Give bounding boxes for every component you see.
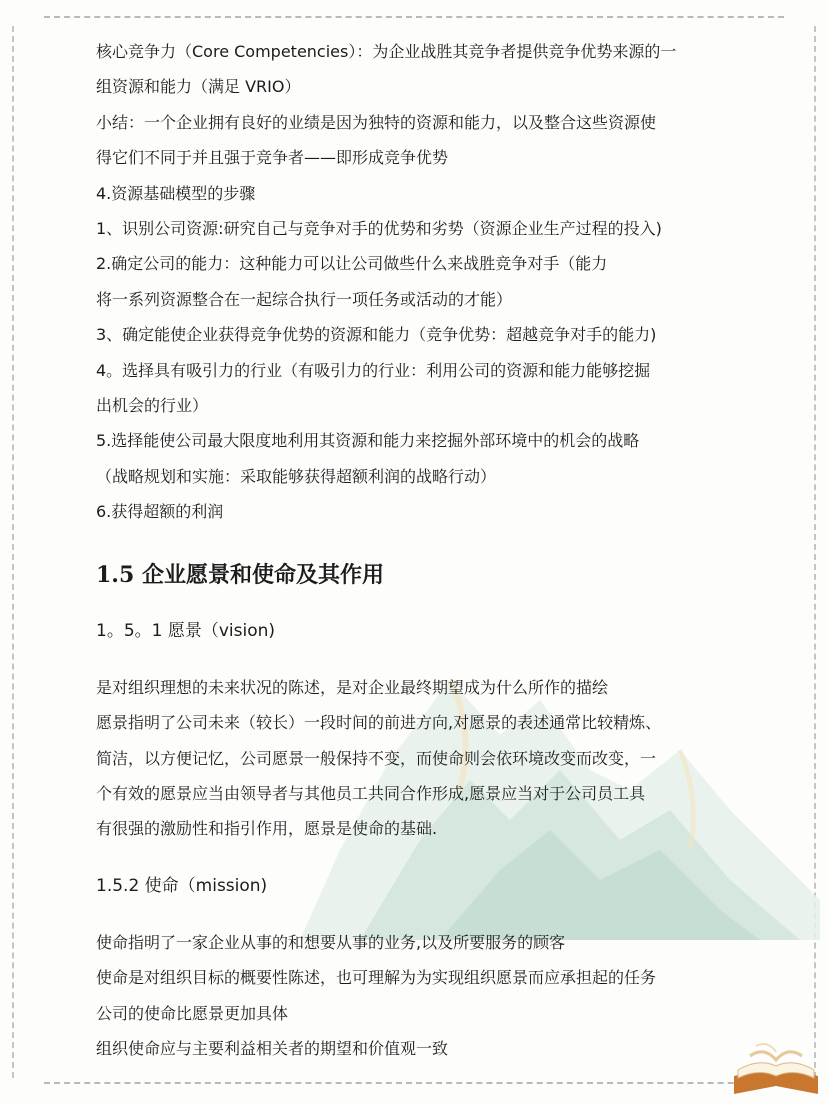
paragraph-line: 将一系列资源整合在一起综合执行一项任务或活动的才能） — [96, 289, 513, 309]
paragraph-line: 核心竞争力（Core Competencies）：为企业战胜其竞争者提供竞争优势来源的一 — [96, 42, 677, 61]
vision-line: 愿景指明了公司未来（较长）一段时间的前进方向,对愿景的表述通常比较精炼、 — [96, 713, 662, 733]
paragraph-line: 1、识别公司资源:研究自己与竞争对手的优势和劣势（资源企业生产过程的投入) — [96, 219, 662, 239]
paragraph-line: 小结：一个企业拥有良好的业绩是因为独特的资源和能力，以及整合这些资源使 — [96, 112, 657, 132]
mission-line: 使命指明了一家企业从事的和想要从事的业务,以及所要服务的顾客 — [96, 932, 566, 952]
bottom-dashed-border — [44, 1082, 784, 1084]
section-title: 企业愿景和使命及其作用 — [141, 561, 384, 588]
left-dashed-border — [12, 26, 14, 1078]
paragraph-line: 3、确定能使企业获得竞争优势的资源和能力（竞争优势：超越竞争对手的能力) — [96, 325, 657, 345]
paragraph-line: 5.选择能使公司最大限度地利用其资源和能力来挖掘外部环境中的机会的战略 — [96, 431, 640, 451]
paragraph-line: 得它们不同于并且强于竞争者——即形成竞争优势 — [96, 148, 449, 168]
vision-line: 简洁，以方便记忆，公司愿景一般保持不变，而使命则会依环境改变而改变，一 — [96, 748, 657, 768]
vision-line: 是对组织理想的未来状况的陈述，是对企业最终期望成为什么所作的描绘 — [96, 677, 609, 697]
document-body — [96, 34, 736, 1066]
mission-heading: 1.5.2 使命（mission) — [96, 875, 268, 896]
section-number: 1.5 — [96, 561, 135, 588]
top-dashed-border — [44, 16, 784, 18]
vision-line: 有很强的激励性和指引作用，愿景是使命的基础. — [96, 819, 438, 839]
paragraph-line: 4.资源基础模型的步骤 — [96, 183, 256, 203]
paragraph-line: 4。选择具有吸引力的行业（有吸引力的行业：利用公司的资源和能力能够挖掘 — [96, 360, 651, 380]
mission-line: 组织使命应与主要利益相关者的期望和价值观一致 — [96, 1038, 449, 1058]
section-heading — [96, 558, 736, 592]
mission-line: 公司的使命比愿景更加具体 — [96, 1003, 289, 1023]
paragraph-line: 出机会的行业） — [96, 396, 209, 416]
mission-line: 使命是对组织目标的概要性陈述，也可理解为为实现组织愿景而应承担起的任务 — [96, 968, 657, 988]
vision-heading: 1。5。1 愿景（vision) — [96, 620, 276, 641]
paragraph-line: （战略规划和实施：采取能够获得超额利润的战略行动） — [96, 466, 497, 486]
vision-line: 个有效的愿景应当由领导者与其他员工共同合作形成,愿景应当对于公司员工具 — [96, 783, 646, 803]
paragraph-line: 组资源和能力（满足 VRIO） — [96, 77, 301, 97]
open-book-icon — [730, 1036, 822, 1098]
paragraph-line: 6.获得超额的利润 — [96, 502, 224, 522]
paragraph-line: 2.确定公司的能力：这种能力可以让公司做些什么来战胜竞争对手（能力 — [96, 254, 608, 274]
